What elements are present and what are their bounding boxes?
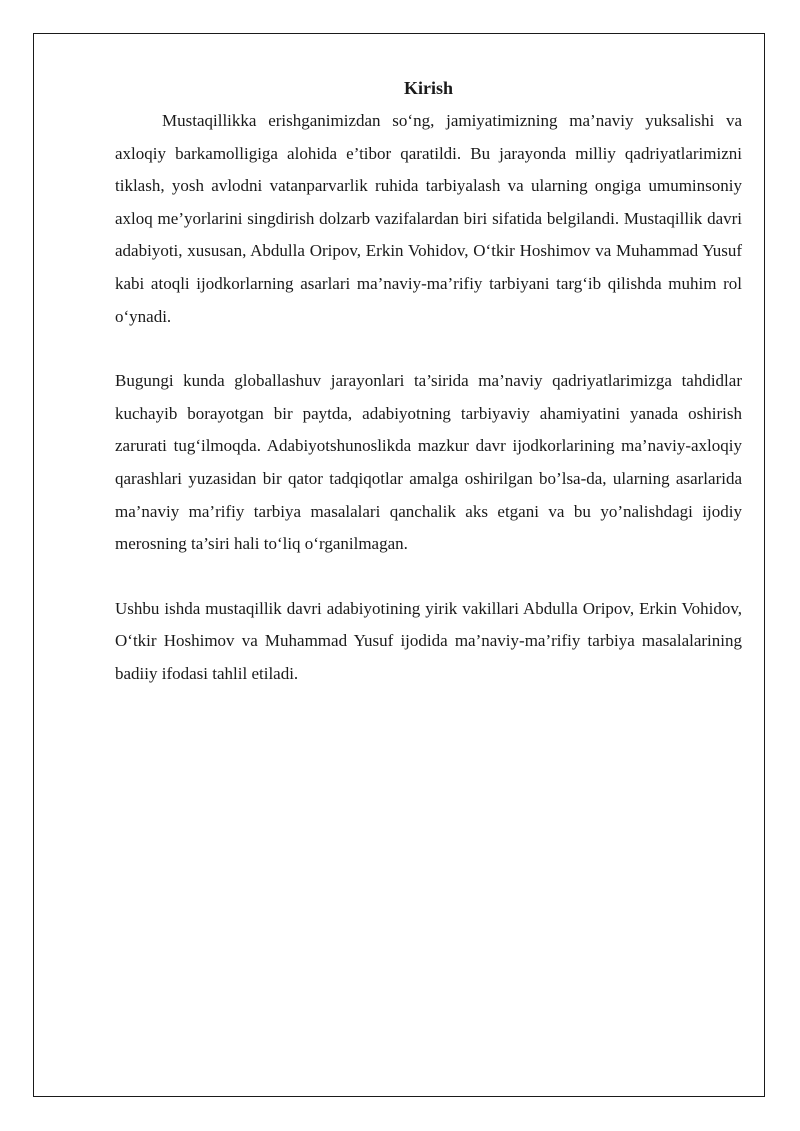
paragraph-aim: Ushbu ishda mustaqillik davri adabiyotining yirik vakillari Abdulla Oripov, Erkin Vohidov, O‘tkir Hoshimov va Muhammad Yusuf ijodida ma’naviy-ma’rifiy tarbiya masalalarining badiiy ifodasi tahlil etiladi. [115,598,742,683]
paragraph-context: Bugungi kunda globallashuv jarayonlari ta’sirida ma’naviy qadriyatlarimizga tahdidlar kuchayib borayotgan bir paytda, adabiyotning tarbiyaviy ahamiyatini yanada oshirish zarurati tug‘ilmoqda. Adabiyotshunoslikda mazkur davr ijodkorlarining ma’naviy-axloqiy qarashlari yuzasidan bir qator tadqiqotlar amalga oshirilgan bo’lsa-da, ularning asarlarida ma’naviy ma’rifiy tarbiya masalalari qanchalik aks etgani va bu yo’nalishdagi ijodiy merosning ta’siri hali to‘liq o‘rganilmagan. [115,371,742,554]
paragraph-spacer [115,333,742,365]
paragraph-spacer [115,561,742,593]
document-title: Kirish [403,78,453,98]
document-body [115,73,742,691]
paragraph-intro: Mustaqillikka erishganimizdan so‘ng, jamiyatimizning ma’naviy yuksalishi va axloqiy barkamolligiga alohida e’tibor qaratildi. Bu jarayonda milliy qadriyatlarimizni tiklash, yosh avlodni vatanparvarlik ruhida tarbiyalash va ularning ongiga umuminsoniy axloq me’yorlarini singdirish dolzarb vazifalardan biri sifatida belgilandi. Mustaqillik davri adabiyoti, xususan, Abdulla Oripov, Erkin Vohidov, O‘tkir Hoshimov va Muhammad Yusuf kabi atoqli ijodkorlarning asarlari ma’naviy-ma’rifiy tarbiyani targ‘ib qilishda muhim rol o‘ynadi. [115,111,742,326]
